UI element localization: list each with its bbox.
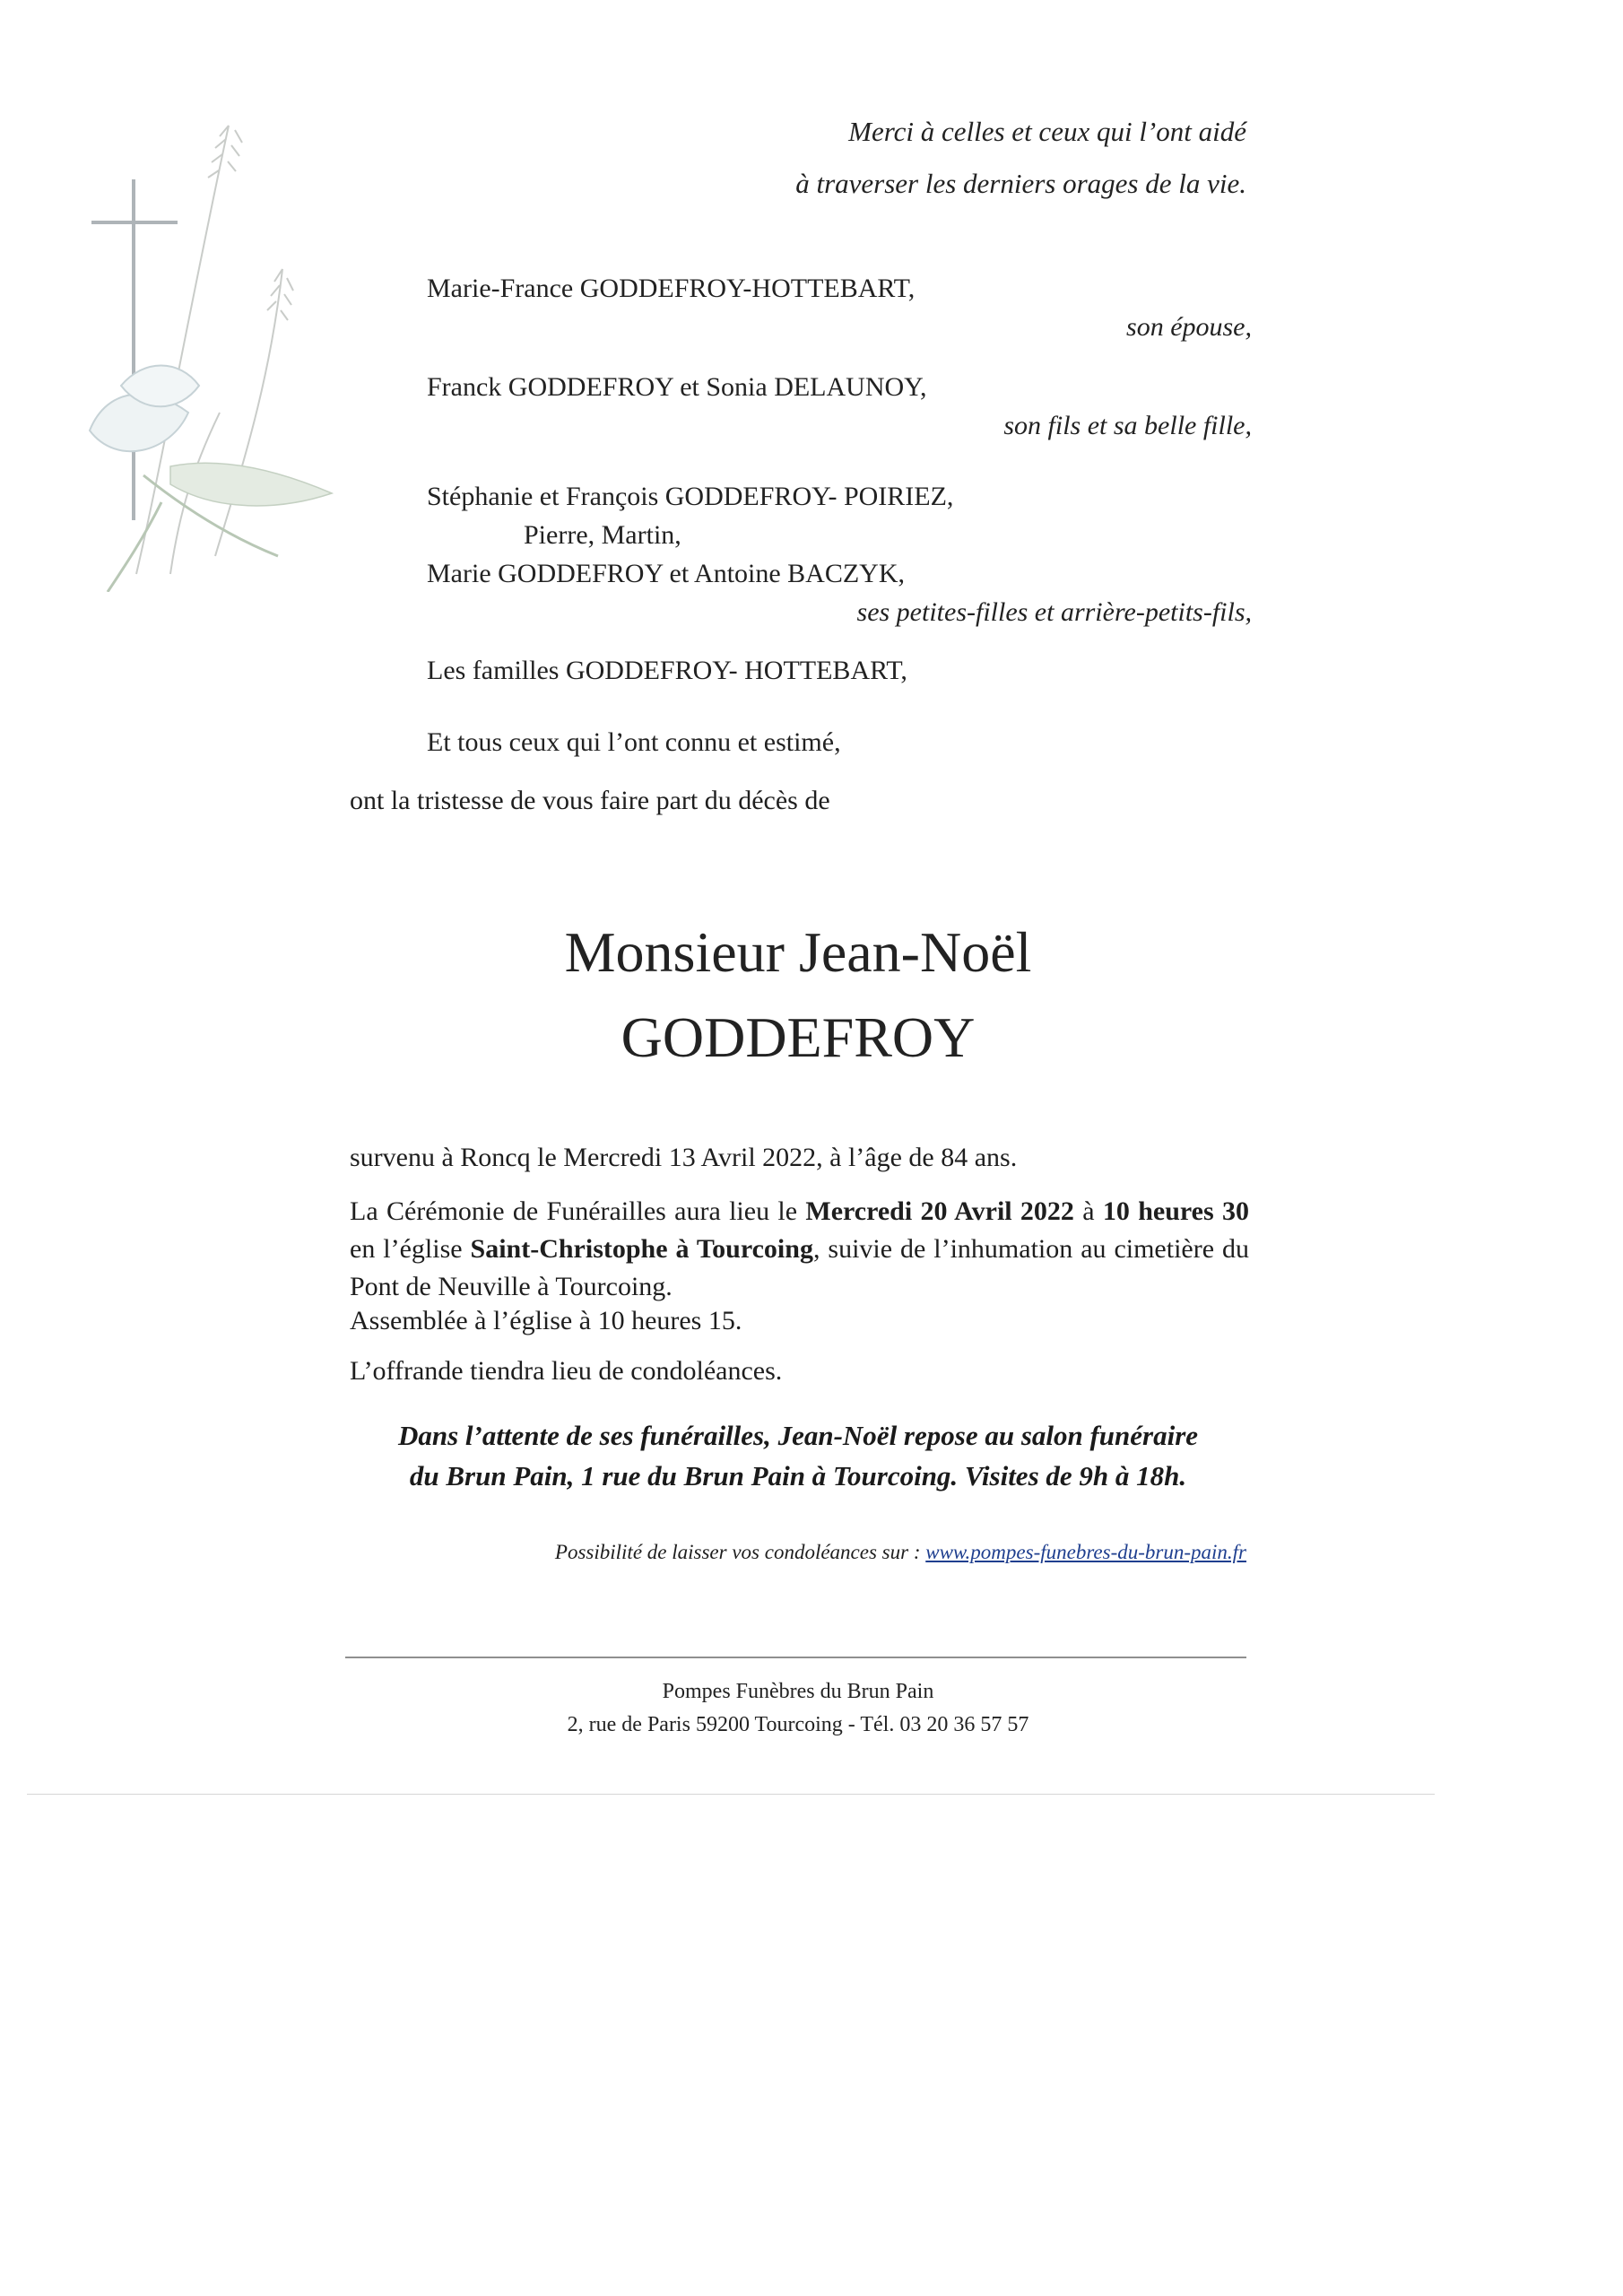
grandchildren-line-1: Stéphanie et François GODDEFROY- POIRIEZ, — [427, 482, 954, 511]
assembly-line: Assemblée à l’église à 10 heures 15. — [350, 1306, 742, 1335]
grandchildren-line-2: Pierre, Martin, — [524, 520, 681, 550]
families-line: Les familles GODDEFROY- HOTTEBART, — [427, 656, 907, 685]
others-line: Et tous ceux qui l’ont connu et estimé, — [427, 727, 841, 757]
family-son — [427, 368, 1252, 445]
grandchildren-role: ses petites-filles et arrière-petits-fils, — [856, 597, 1252, 627]
death-details — [350, 1139, 1249, 1177]
quote-line-1: Merci à celles et ceux qui l’ont aidé — [848, 116, 1246, 147]
opening-quote — [699, 106, 1246, 210]
family-grandchildren — [427, 477, 1252, 631]
spouse-role: son épouse, — [1126, 312, 1252, 342]
vigil-line-1: Dans l’attente de ses funérailles, Jean-Noël repose au salon funéraire — [397, 1420, 1199, 1451]
ceremony-text — [350, 1193, 1249, 1306]
ceremony-church: Saint-Christophe à Tourcoing — [470, 1234, 813, 1264]
death-line: survenu à Roncq le Mercredi 13 Avril 2022, à l’âge de 84 ans. — [350, 1143, 1018, 1172]
vigil-line-2: du Brun Pain, 1 rue du Brun Pain à Tourcoing. Visites de 9h à 18h. — [409, 1460, 1187, 1492]
family-families — [427, 651, 1252, 690]
ceremony-text-part-1: La Cérémonie de Funérailles aura lieu le — [350, 1196, 806, 1226]
grandchildren-line-3: Marie GODDEFROY et Antoine BACZYK, — [427, 559, 906, 588]
ceremony-text-part-3: en l’église — [350, 1234, 471, 1264]
family-others — [427, 723, 1252, 761]
vigil-notice — [323, 1415, 1273, 1496]
footer-company: Pompes Funèbres du Brun Pain — [662, 1680, 934, 1703]
ceremony-text-part-2: à — [1073, 1196, 1103, 1226]
announcement-intro: ont la tristesse de vous faire part du décès de — [350, 786, 830, 815]
condolences-link[interactable]: www.pompes-funebres-du-brun-pain.fr — [925, 1541, 1246, 1563]
son-names: Franck GODDEFROY et Sonia DELAUNOY, — [427, 372, 927, 402]
footer-address: 2, rue de Paris 59200 Tourcoing - Tél. 03 20 36 57 57 — [567, 1713, 1029, 1736]
cross-lily-decoration — [36, 90, 341, 592]
assembly-paragraph — [350, 1302, 1249, 1340]
funeral-home-footer — [350, 1675, 1246, 1742]
offering-line: L’offrande tiendra lieu de condoléances. — [350, 1356, 783, 1386]
condolences-note — [359, 1541, 1246, 1564]
ceremony-time: 10 heures 30 — [1102, 1196, 1249, 1226]
lily-flower-icon — [90, 366, 332, 593]
deceased-name-line-2: GODDEFROY — [621, 1005, 976, 1069]
condolences-text: Possibilité de laisser vos condoléances sur : — [554, 1541, 926, 1563]
quote-line-2: à traverser les derniers orages de la vie. — [795, 168, 1246, 199]
family-spouse — [427, 269, 1252, 346]
ceremony-paragraph — [350, 1193, 1249, 1306]
page-bottom-line — [27, 1794, 1435, 1795]
ceremony-date: Mercredi 20 Avril 2022 — [805, 1196, 1074, 1226]
deceased-name-line-1: Monsieur Jean-Noël — [564, 920, 1032, 984]
son-role: son fils et sa belle fille, — [1003, 411, 1252, 440]
footer-divider — [345, 1657, 1246, 1658]
offering-paragraph — [350, 1352, 1249, 1390]
spouse-name: Marie-France GODDEFROY-HOTTEBART, — [427, 274, 916, 303]
ceremony-text-part-4: , suivie de l’inhumation au cimetière du Pont de Neuville à Tourcoing. — [350, 1234, 1249, 1301]
cross-icon — [91, 179, 178, 520]
